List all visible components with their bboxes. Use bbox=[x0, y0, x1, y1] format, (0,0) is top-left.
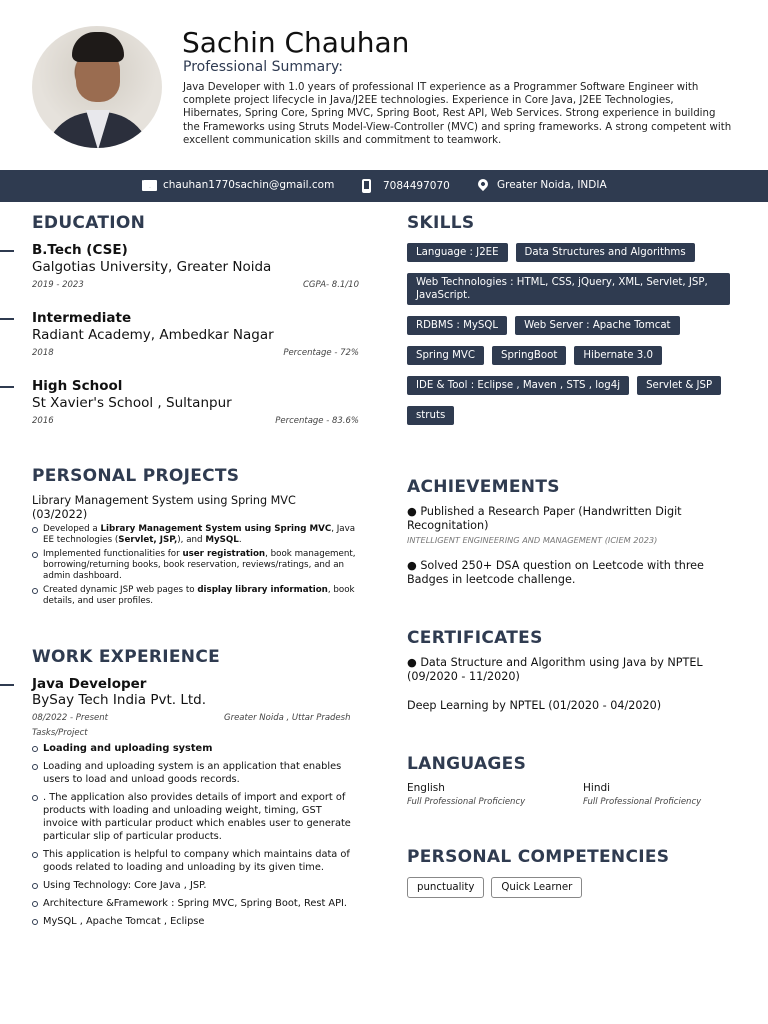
skill-tag: Spring MVC bbox=[407, 346, 484, 365]
skill-tag: Language : J2EE bbox=[407, 243, 508, 262]
contact-email[interactable] bbox=[142, 179, 334, 191]
location-text: Greater Noida, INDIA bbox=[497, 179, 607, 191]
edu-period: 2018 bbox=[32, 348, 54, 358]
skill-tag: SpringBoot bbox=[492, 346, 566, 365]
competency-chips bbox=[407, 877, 582, 898]
edu-score: Percentage - 72% bbox=[283, 348, 359, 358]
phone-text: 7084497070 bbox=[383, 180, 450, 192]
edu-school: St Xavier's School , Sultanpur bbox=[32, 395, 232, 411]
competency-chip: punctuality bbox=[407, 877, 484, 898]
work-title: WORK EXPERIENCE bbox=[32, 647, 221, 667]
certificate-item: Deep Learning by NPTEL (01/2020 - 04/2020) bbox=[407, 699, 662, 712]
edu-score: Percentage - 83.6% bbox=[275, 416, 359, 426]
achievements-title: ACHIEVEMENTS bbox=[407, 477, 560, 497]
competency-chip: Quick Learner bbox=[491, 877, 582, 898]
list-item: Loading and uploading system bbox=[32, 742, 358, 755]
skill-tag: Servlet & JSP bbox=[637, 376, 721, 395]
skill-tag: Web Technologies : HTML, CSS, jQuery, XML, Servlet, JSP, JavaScript. bbox=[407, 273, 730, 305]
profile-photo bbox=[32, 26, 162, 148]
skills-tags bbox=[407, 243, 737, 425]
edu-school: Galgotias University, Greater Noida bbox=[32, 259, 272, 275]
phone-icon bbox=[362, 179, 371, 193]
edu-period: 2019 - 2023 bbox=[32, 280, 84, 290]
candidate-name: Sachin Chauhan bbox=[182, 26, 410, 59]
edu-period: 2016 bbox=[32, 416, 54, 426]
job-location: Greater Noida , Uttar Pradesh bbox=[224, 713, 351, 723]
languages-title: LANGUAGES bbox=[407, 754, 527, 774]
certificates-title: CERTIFICATES bbox=[407, 628, 543, 648]
skill-tag: IDE & Tool : Eclipse , Maven , STS , log4j bbox=[407, 376, 629, 395]
timeline-marker bbox=[0, 684, 14, 686]
contact-location bbox=[478, 179, 607, 191]
skill-tag: Web Server : Apache Tomcat bbox=[515, 316, 680, 335]
list-item: Created dynamic JSP web pages to display library information, book details, and user profiles. bbox=[32, 585, 362, 607]
contact-phone[interactable] bbox=[362, 179, 450, 193]
edu-meta bbox=[32, 416, 359, 426]
resume-header bbox=[0, 0, 768, 170]
language-level: Full Professional Proficiency bbox=[583, 797, 702, 807]
edu-degree: B.Tech (CSE) bbox=[32, 242, 128, 258]
certificate-item: ● Data Structure and Algorithm using Java by NPTEL (09/2020 - 11/2020) bbox=[407, 656, 703, 683]
list-item: Loading and uploading system is an application that enables users to load and unload goods records. bbox=[32, 760, 358, 786]
language-name: Hindi bbox=[583, 782, 611, 794]
edu-meta bbox=[32, 348, 359, 358]
email-text: chauhan1770sachin@gmail.com bbox=[163, 179, 335, 191]
timeline-marker bbox=[0, 318, 14, 320]
skills-title: SKILLS bbox=[407, 213, 475, 233]
language-level: Full Professional Proficiency bbox=[407, 797, 526, 807]
list-item: Using Technology: Core Java , JSP. bbox=[32, 879, 358, 892]
work-bullets bbox=[32, 742, 358, 933]
language-name: English bbox=[407, 782, 445, 794]
job-period: 08/2022 - Present bbox=[32, 713, 109, 723]
projects-title: PERSONAL PROJECTS bbox=[32, 466, 240, 486]
competencies-title: PERSONAL COMPETENCIES bbox=[407, 847, 670, 867]
list-item: . The application also provides details of import and export of products with loading and unloading weight, timing, GST invoice with particular product which enables user to generate particular slip of particular products. bbox=[32, 791, 358, 843]
skill-tag: RDBMS : MySQL bbox=[407, 316, 507, 335]
edu-degree: High School bbox=[32, 378, 123, 394]
list-item: Developed a Library Management System using Spring MVC, Java EE technologies (Servlet, JSP,), and MySQL. bbox=[32, 524, 362, 546]
education-title: EDUCATION bbox=[32, 213, 146, 233]
achievement-item: ● Published a Research Paper (Handwritten Digit Recognitation) bbox=[407, 505, 682, 532]
list-item: MySQL , Apache Tomcat , Eclipse bbox=[32, 915, 358, 928]
list-item: This application is helpful to company which maintains data of goods related to loading and unloading by its given time. bbox=[32, 848, 358, 874]
location-pin-icon bbox=[476, 177, 490, 191]
summary-text: Java Developer with 1.0 years of professional IT experience as a Programmer Software Engineer with complete project lifecycle in Java/J2EE technologies. Experience in Core Java, J2EE Technologies, Hibernates, Spring Core, Spring MVC, Spring Boot, Rest API, Web Services. Strong experience in building the Frameworks using Struts Model-View-Controller (MVC) and spring frameworks. A strong competent with excellent communication skills and commitment to teamwork. bbox=[183, 82, 732, 146]
achievement-item: ● Solved 250+ DSA question on Leetcode with three Badges in leetcode challenge. bbox=[407, 559, 704, 586]
job-tasks-label: Tasks/Project bbox=[32, 728, 88, 738]
summary-title: Professional Summary: bbox=[183, 59, 343, 75]
edu-score: CGPA- 8.1/10 bbox=[302, 280, 359, 290]
list-item: Architecture &Framework : Spring MVC, Spring Boot, Rest API. bbox=[32, 897, 358, 910]
list-item: Implemented functionalities for user registration, book management, borrowing/returning books, book reservation, reviews/ratings, and an admin dashboard. bbox=[32, 549, 362, 582]
job-title: Java Developer bbox=[32, 676, 147, 692]
skill-tag: Data Structures and Algorithms bbox=[516, 243, 695, 262]
timeline-marker bbox=[0, 250, 14, 252]
contact-bar bbox=[0, 170, 768, 202]
skill-tag: Hibernate 3.0 bbox=[574, 346, 662, 365]
job-meta bbox=[32, 713, 359, 723]
project-bullets bbox=[32, 524, 362, 610]
achievement-sub: INTELLIGENT ENGINEERING AND MANAGEMENT (ICIEM 2023) bbox=[407, 535, 658, 545]
timeline-marker bbox=[0, 386, 14, 388]
mail-icon bbox=[142, 180, 157, 191]
project-title: Library Management System using Spring MVC (03/2022) bbox=[32, 494, 296, 521]
edu-school: Radiant Academy, Ambedkar Nagar bbox=[32, 327, 274, 343]
edu-degree: Intermediate bbox=[32, 310, 132, 326]
job-company: BySay Tech India Pvt. Ltd. bbox=[32, 692, 207, 708]
skill-tag: struts bbox=[407, 406, 454, 425]
edu-meta bbox=[32, 280, 359, 290]
